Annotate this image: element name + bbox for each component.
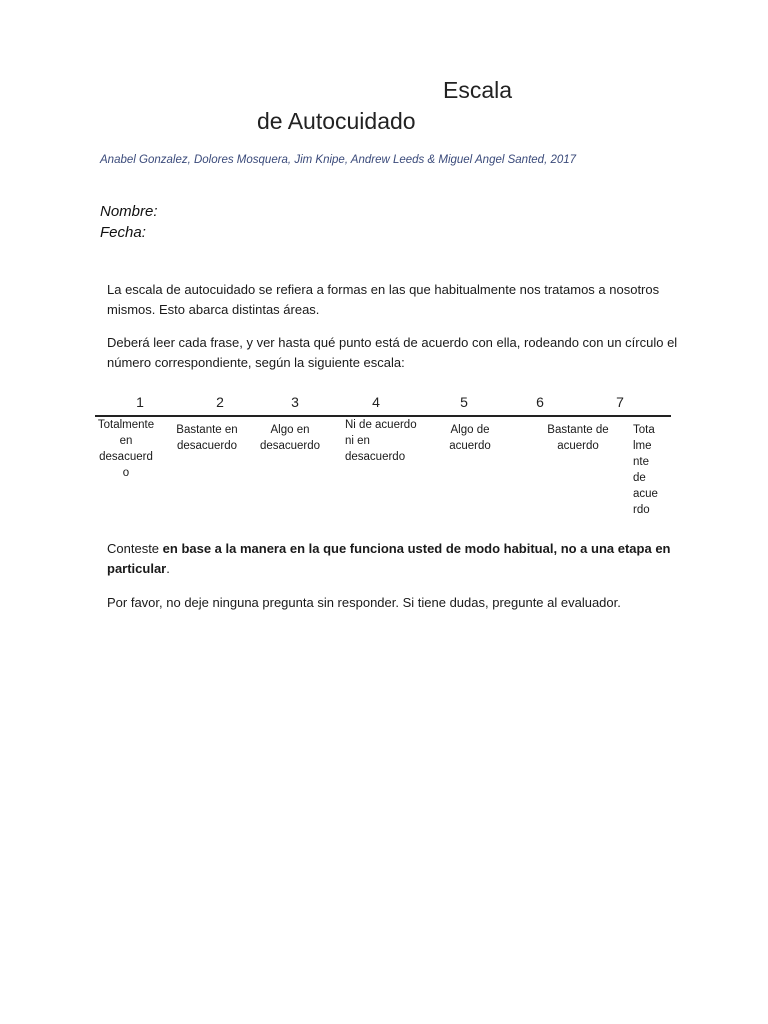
scale-label-4: Ni de acuerdo ni en desacuerdo — [345, 419, 417, 463]
authors-citation: Anabel Gonzalez, Dolores Mosquera, Jim Knipe, Andrew Leeds & Miguel Angel Santed, 2017 — [100, 154, 577, 166]
instructions-suffix: . — [166, 561, 170, 576]
scale-label-3: Algo en desacuerdo — [259, 424, 321, 452]
scale-label-1: Totalmente en desacuerd o — [97, 419, 155, 479]
intro-paragraph-2: Deberá leer cada frase, y ver hasta qué punto está de acuerdo con ella, rodeando con un círculo el número correspondiente, según la siguiente escala: — [107, 335, 678, 370]
intro-paragraph-1: La escala de autocuidado se refiera a formas en las que habitualmente nos tratamos a nosotros mismos. Esto abarca distintas áreas. — [107, 282, 660, 317]
scale-number-1: 1 — [136, 394, 144, 410]
scale-label-2: Bastante en desacuerdo — [176, 424, 238, 452]
document-title-line1: Escala — [443, 77, 513, 103]
instructions-paragraph-1 — [107, 539, 687, 579]
instructions-emphasis: en base a la manera en la que funciona usted de modo habitual, no a una etapa en particular — [107, 541, 671, 576]
instructions-paragraph-2: Por favor, no deje ninguna pregunta sin responder. Si tiene dudas, pregunte al evaluador. — [107, 595, 621, 610]
instructions-prefix: Conteste — [107, 541, 163, 556]
name-label: Nombre: — [100, 203, 158, 220]
date-label: Fecha: — [100, 224, 146, 241]
scale-number-6: 6 — [536, 394, 544, 410]
scale-label-7: Tota lme nte de acue rdo — [633, 424, 658, 516]
scale-label-5: Algo de acuerdo — [449, 424, 491, 452]
scale-number-4: 4 — [372, 394, 380, 410]
scale-label-6: Bastante de acuerdo — [547, 424, 609, 452]
scale-number-2: 2 — [216, 394, 224, 410]
scale-number-3: 3 — [291, 394, 299, 410]
scale-number-7: 7 — [616, 394, 624, 410]
scale-number-5: 5 — [460, 394, 468, 410]
document-title-line2: de Autocuidado — [257, 108, 416, 134]
